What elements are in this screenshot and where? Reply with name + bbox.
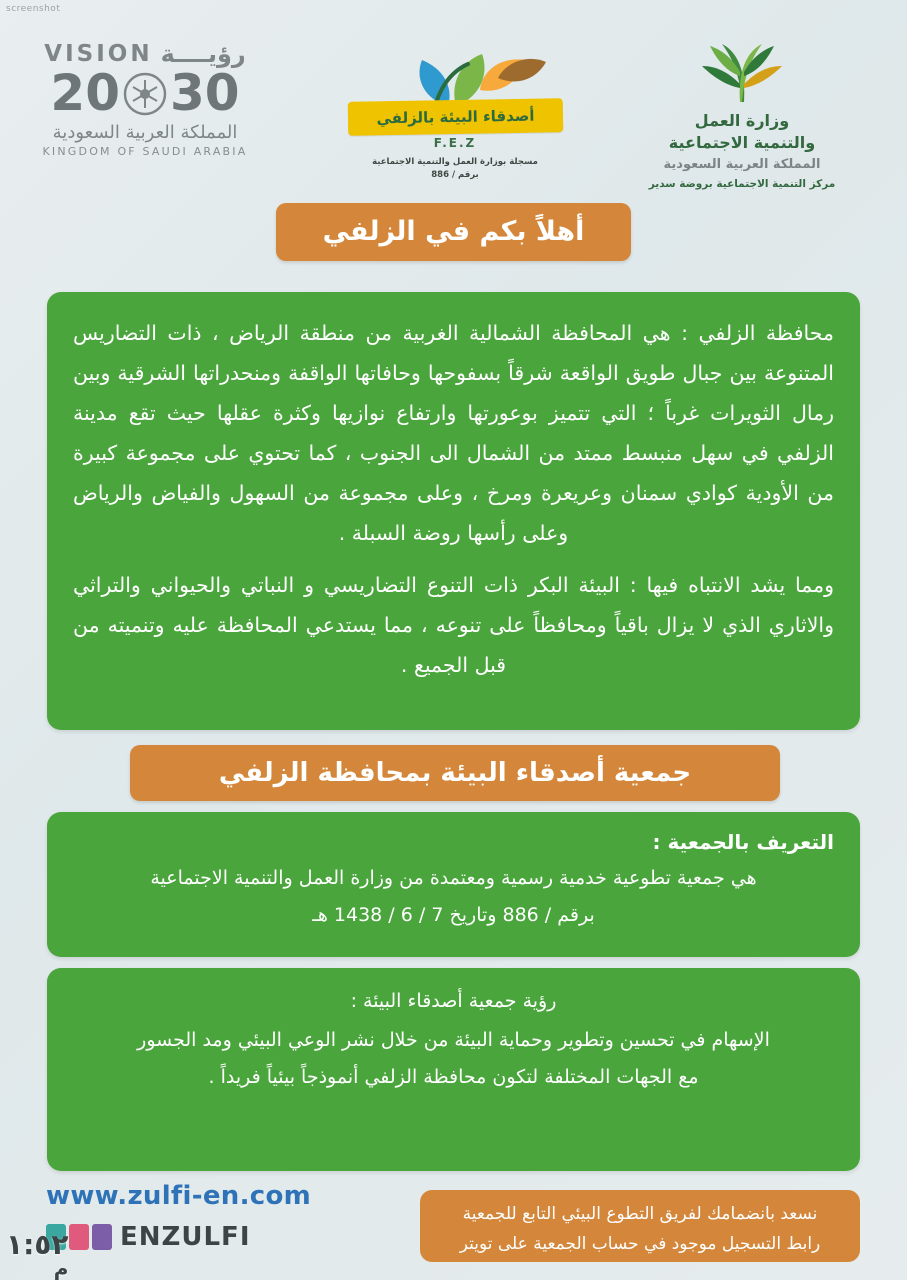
fez-logo (330, 28, 580, 182)
vision-label: رؤية جمعية أصدقاء البيئة : (350, 990, 557, 1012)
fez-band-text: أصدقاء البيئة بالزلفي (375, 106, 535, 128)
vision-en-word: VISION (44, 41, 153, 67)
welcome-title: أهلاً بكم في الزلفي (276, 203, 631, 261)
vision-emblem-icon (123, 72, 167, 116)
association-title: جمعية أصدقاء البيئة بمحافظة الزلفي (130, 745, 780, 801)
ministry-line2: والتنمية الاجتماعية (668, 133, 816, 153)
vision-line-2: مع الجهات المختلفة لتكون محافظة الزلفي أنموذجاً بيئياً فريداً . (208, 1066, 699, 1089)
clock-overlay (6, 1228, 69, 1280)
vision-year-suffix: 30 (170, 64, 240, 122)
vision-ar-word: رؤيــــة (160, 40, 246, 68)
fez-registration-line1: مسجلة بوزارة العمل والتنمية الاجتماعية (372, 157, 538, 167)
enzulfi-brand (46, 1222, 251, 1252)
vision-kingdom-ar: المملكة العربية السعودية (52, 121, 238, 143)
vision-year-prefix: 20 (50, 64, 120, 122)
fez-registration-line2: برقم / 886 (431, 169, 479, 180)
vision-kingdom-en: KINGDOM OF SAUDI ARABIA (42, 144, 248, 158)
association-panel (47, 812, 860, 957)
website-link[interactable]: www.zulfi-en.com (46, 1181, 312, 1211)
vision-line-1: الإسهام في تحسين وتطوير وحماية البيئة من خلال نشر الوعي البيئي ومد الجسور (137, 1029, 770, 1051)
clock-time: ١:٥٢ (6, 1228, 69, 1261)
fez-name-band (347, 98, 563, 136)
volunteer-cta-line-1: نسعد بانضمامك لفريق التطوع البيئي التابع للجمعية (462, 1204, 818, 1224)
palm-icon (617, 34, 867, 104)
volunteer-cta (420, 1190, 860, 1262)
ministry-logo (617, 34, 867, 190)
ministry-line1: وزارة العمل (694, 111, 790, 130)
association-intro-label: التعريف بالجمعية : (652, 830, 834, 854)
vision-2030-logo (40, 40, 250, 158)
top-tiny-text: screenshot (6, 4, 61, 14)
about-city-paragraph-2: ومما يشد الانتباه فيها : البيئة البكر ذات التنوع التضاريسي و النباتي والحيواني والتراثي والاثاري الذي لا يزال باقياً ومحافظاً على تنوعه ، مما يستدعي المحافظة عليه وتنميته من قبل الجميع . (73, 572, 834, 677)
volunteer-cta-line-2: رابط التسجيل موجود في حساب الجمعية على تويتر (459, 1233, 821, 1254)
clock-ampm: م (53, 1256, 69, 1280)
header-logos (0, 18, 907, 198)
enzulfi-brand-text: ENZULFI (120, 1222, 251, 1252)
association-intro-line-2: برقم / 886 وتاريخ 7 / 6 / 1438 هـ (312, 904, 595, 927)
vision-panel (47, 968, 860, 1171)
ministry-line4: مركز التنمية الاجتماعية بروضة سدير (648, 177, 836, 190)
fez-short-name: F.E.Z (433, 136, 477, 150)
about-city-panel (47, 292, 860, 730)
about-city-paragraph-1: محافظة الزلفي : هي المحافظة الشمالية الغربية من منطقة الرياض ، ذات التضاريس المتنوعة بين جبال طويق الواقعة شرقاً بسفوحها وحافاتها الواقفة ومنحدراتها الشرقية وبين رمال الثويرات غرباً ؛ التي تتميز بوعورتها وارتفاع نوازيها وكثرة عقلها حيث تقع مدينة الزلفي في سهل منبسط ممتد من الشمال الى الجنوب ، كما تحتوي على مجموعة كبيرة من الأودية كوادي سمنان وعريعرة ومرخ ، وعلى مجموعة من السهول والفياض والرياض وعلى رأسها روضة السبلة . (73, 321, 834, 545)
association-intro-line-1: هي جمعية تطوعية خدمية رسمية ومعتمدة من وزارة العمل والتنمية الاجتماعية (150, 867, 757, 889)
ministry-line3: المملكة العربية السعودية (663, 156, 821, 172)
